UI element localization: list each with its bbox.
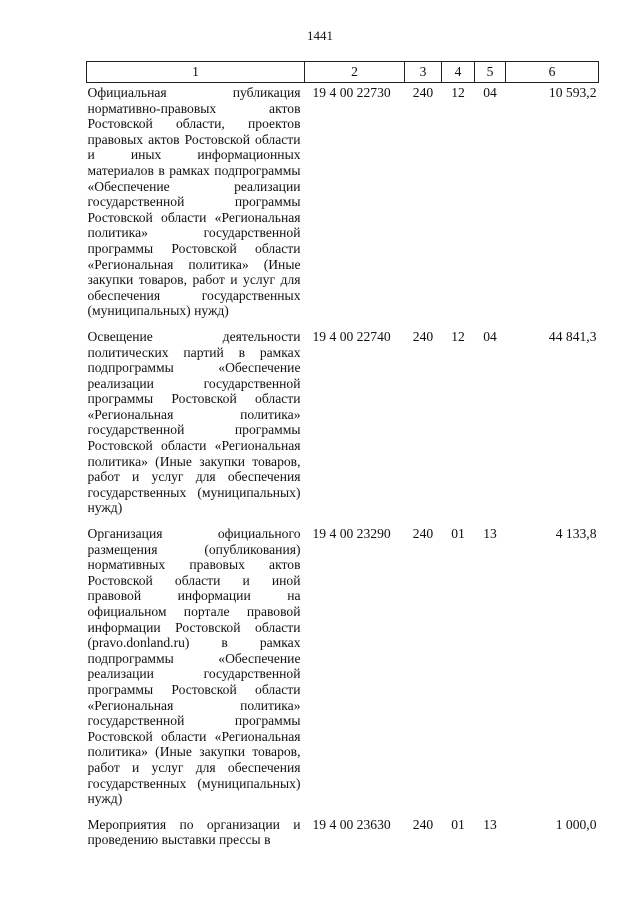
row-description: Мероприятия по организации и проведению выставки прессы в — [87, 816, 301, 848]
row-pr: 13 — [483, 526, 497, 542]
table-row — [87, 327, 599, 524]
row-vr: 240 — [412, 328, 434, 344]
row-amount: 44 841,3 — [548, 328, 597, 344]
row-rz: 01 — [451, 526, 465, 542]
row-rz: 01 — [451, 816, 465, 832]
header-col-5: 5 — [475, 62, 506, 83]
header-col-6: 6 — [506, 62, 599, 83]
row-rz: 12 — [451, 85, 465, 100]
row-pr: 04 — [483, 85, 497, 100]
header-col-2: 2 — [305, 62, 405, 83]
table-row — [87, 83, 599, 327]
header-col-4: 4 — [442, 62, 475, 83]
header-row — [87, 62, 599, 83]
row-code: 19 4 00 22730 — [312, 85, 391, 100]
row-amount: 1 000,0 — [555, 816, 597, 832]
row-code: 19 4 00 23290 — [312, 526, 391, 542]
budget-table — [86, 61, 599, 856]
row-vr: 240 — [412, 816, 434, 832]
table-row — [87, 815, 599, 856]
header-col-3: 3 — [405, 62, 442, 83]
row-pr: 04 — [483, 328, 497, 344]
row-description: Официальная публикация нормативно-правовых актов Ростовской области, проектов правовых актов Ростовской области и иных информационных материалов в рамках подпрограммы «Обеспечение реализации государственной программы Ростовской области «Региональная политика» государственной программы Ростовской области «Региональная политика» (Иные закупки товаров, работ и услуг для обеспечения государственных (муниципальных) нужд) — [87, 85, 301, 319]
row-code: 19 4 00 22740 — [312, 328, 391, 344]
row-description: Освещение деятельности политических партий в рамках подпрограммы «Обеспечение реализации государственной программы Ростовской области «Региональная политика» государственной программы Ростовской области «Региональная политика» (Иные закупки товаров, работ и услуг для обеспечения государственных (муниципальных) нужд) — [87, 328, 301, 516]
row-vr: 240 — [412, 526, 434, 542]
row-description: Организация официального размещения (опубликования) нормативных правовых актов Ростовской области и иной правовой информации на официальном портале правовой информации Ростовской области (pravo.donland.ru) в рамках подпрограммы «Обеспечение реализации государственной программы Ростовской области «Региональная политика» государственной программы Ростовской области «Региональная политика» (Иные закупки товаров, работ и услуг для обеспечения государственных (муниципальных) нужд) — [87, 526, 301, 807]
row-vr: 240 — [412, 85, 434, 100]
header-col-1: 1 — [87, 62, 305, 83]
table-row — [87, 524, 599, 815]
row-pr: 13 — [483, 816, 497, 832]
page-number: 1441 — [307, 28, 333, 43]
row-code: 19 4 00 23630 — [312, 816, 391, 832]
row-amount: 4 133,8 — [555, 526, 597, 542]
row-amount: 10 593,2 — [548, 85, 597, 100]
row-rz: 12 — [451, 328, 465, 344]
